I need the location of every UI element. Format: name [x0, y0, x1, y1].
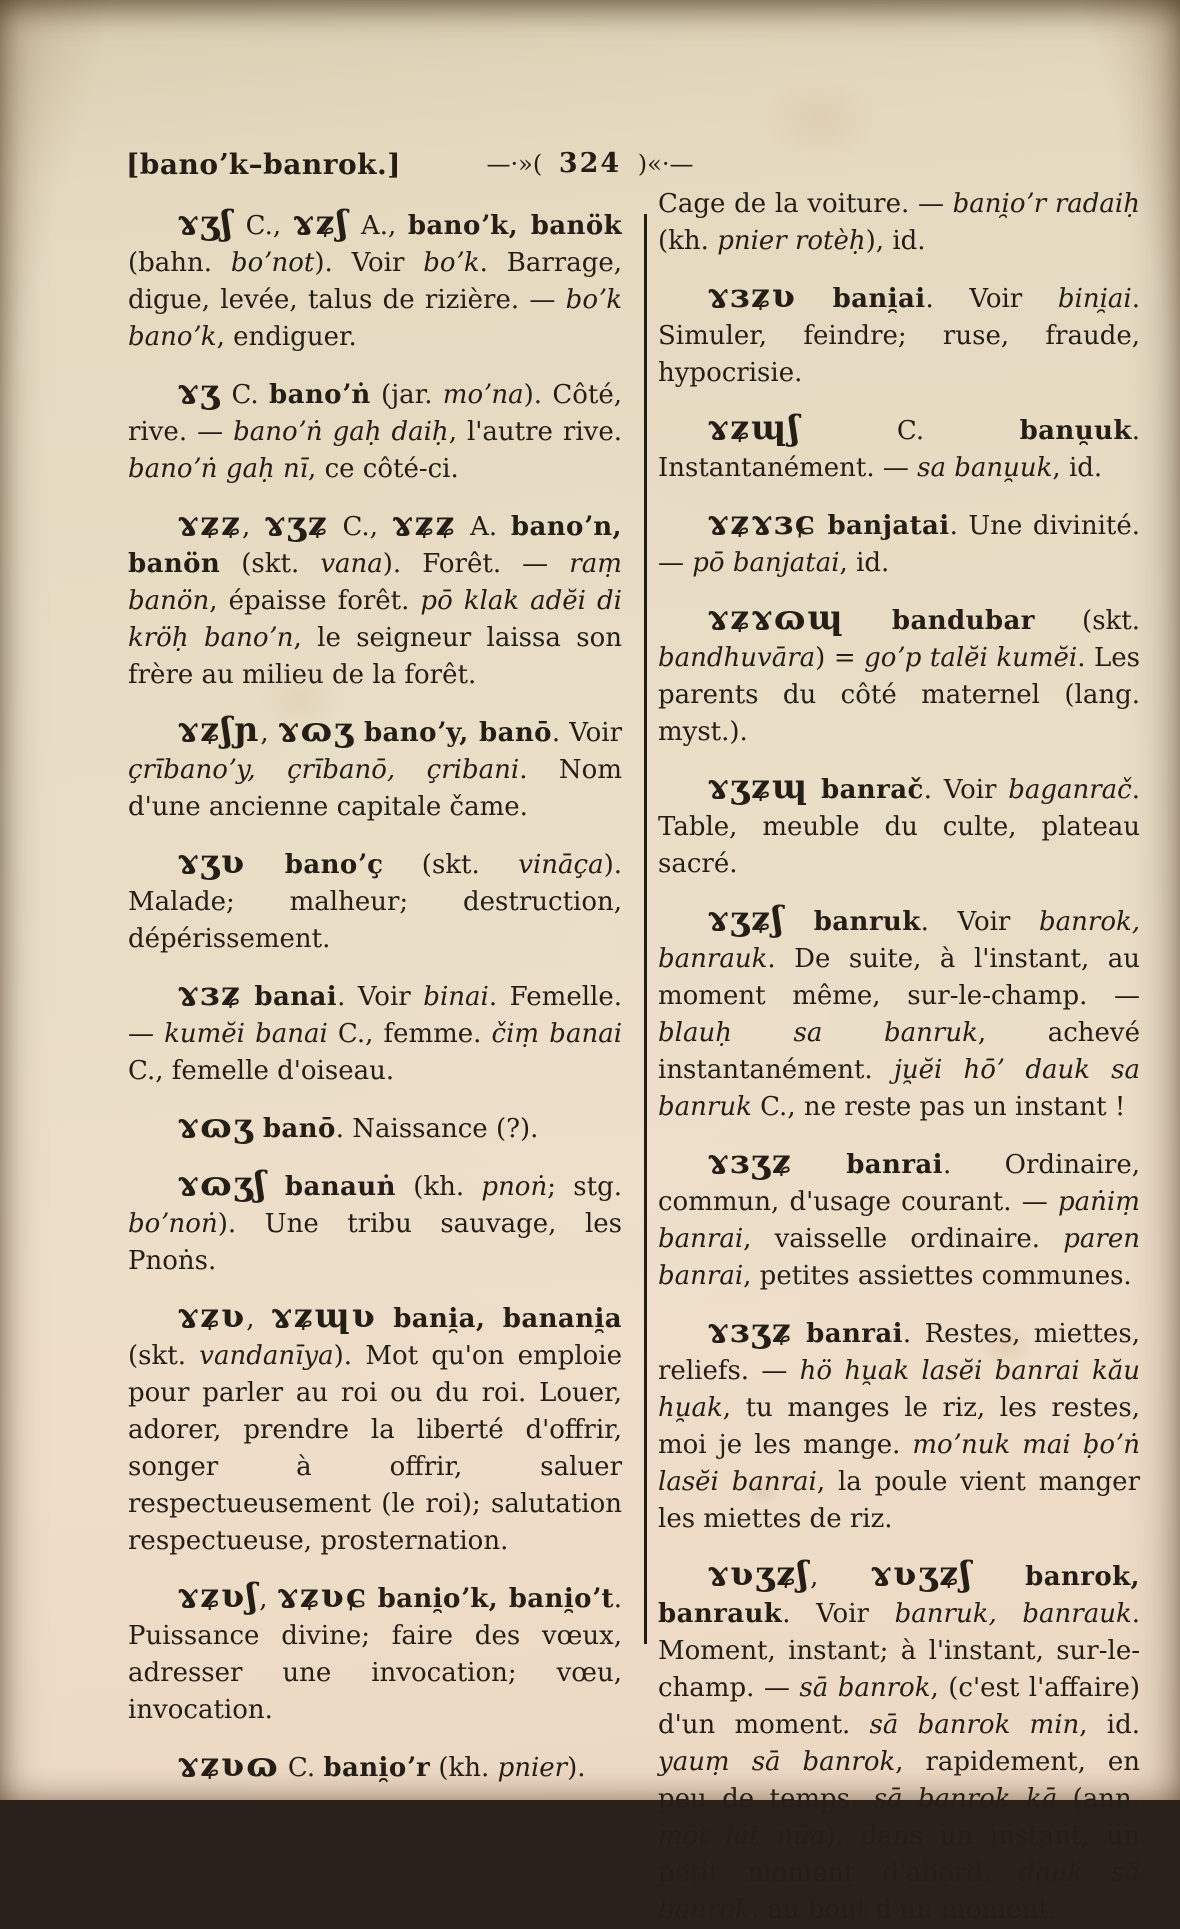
definition-text: C., femelle d'oiseau.: [128, 1056, 395, 1086]
cham-script-word: ɤɜʑ: [177, 974, 242, 1013]
page-number-group: [0, 148, 1180, 179]
cited-form: moʼna: [442, 380, 524, 410]
cited-form: kumĕi banai: [164, 1019, 328, 1049]
definition-text: ). Côté, rive. —: [128, 380, 622, 447]
page-number-ornament-left-icon: —·»(: [486, 150, 543, 178]
headword: banrai: [846, 1150, 943, 1180]
cited-form: blauḥ sa banruk: [658, 1018, 978, 1048]
definition-text: , au bout d'un moment.: [750, 1895, 1057, 1925]
cited-form: boʼk banoʼk: [128, 285, 622, 352]
definition-text: ,: [260, 718, 278, 748]
definition-text: . De suite, à l'instant, au moment même, sur-le-champ. —: [658, 944, 1140, 1011]
cited-form: banruk, banrauk: [894, 1599, 1132, 1629]
cited-form: sā banrok kā: [873, 1784, 1058, 1814]
definition-text: Cage de la voiture. —: [658, 189, 953, 219]
page-number: 324: [558, 148, 622, 179]
cham-script-word: ɤɜʒʑ: [707, 1142, 793, 1181]
cham-script-word: ɤʑʑ: [391, 504, 457, 543]
definition-text: ,: [259, 1584, 277, 1614]
definition-text: (skt.: [220, 549, 321, 579]
headword: banai: [254, 982, 338, 1012]
definition-text: , la poule vient manger les miettes de riz.: [658, 1467, 1140, 1534]
cited-form: bandhuvāra: [658, 643, 816, 673]
cited-form: goʼp talĕi kumĕi: [864, 643, 1078, 673]
definition-text: C., ne reste pas un instant !: [751, 1092, 1126, 1122]
definition-text: , id.: [1052, 453, 1103, 483]
cited-form: pnier rotèḥ: [717, 226, 866, 256]
definition-text: C.: [221, 380, 269, 410]
page-number-ornament-right-icon: )«·—: [637, 150, 694, 178]
dictionary-entry: [128, 1576, 623, 1729]
definition-text: . Voir: [925, 284, 1058, 314]
text-column-left: [128, 203, 623, 1787]
cited-form: paṅiṃ banrai: [658, 1187, 1140, 1254]
definition-text: , (c'est l'affaire) d'un moment.: [658, 1673, 1140, 1740]
cham-script-word: ɤʒʑɰ: [707, 767, 810, 806]
definition-text: (kh.: [658, 226, 718, 256]
cited-form: dauk sā banrok: [658, 1858, 1140, 1925]
cited-form: raṃ banön: [128, 549, 622, 616]
cham-script-word: ɤʋʒʑʃ: [870, 1554, 974, 1593]
cited-form: pnier: [497, 1753, 568, 1783]
definition-text: (ann.: [1057, 1784, 1141, 1814]
cham-script-word: ɤʋʒʑʃ: [707, 1554, 811, 1593]
cited-form: bini̯ai: [1057, 284, 1132, 314]
cham-script-word: ɤʑʑ: [177, 504, 243, 543]
headword: banoʼç: [284, 850, 384, 880]
column-divider-rule: [644, 214, 647, 1644]
headword: banrai: [806, 1319, 903, 1349]
cited-form: boʼnoṅ: [128, 1209, 218, 1239]
cham-script-word: ɤʒʑ: [264, 504, 329, 543]
dictionary-entry: [128, 974, 623, 1090]
definition-text: (skt.: [128, 1341, 200, 1371]
cited-form: ju̯ĕi hōʼ dauk sa banruk: [658, 1055, 1140, 1122]
headword: banjatai: [827, 511, 950, 541]
definition-text: A.: [456, 512, 511, 542]
definition-text: ), id.: [865, 226, 926, 256]
cited-form: vandanīya: [199, 1341, 334, 1371]
definition-text: [809, 775, 821, 805]
cited-form: boʼnot: [230, 248, 315, 278]
definition-text: ,: [242, 512, 265, 542]
cited-form: banrok, banrauk: [658, 907, 1140, 974]
definition-text: ).: [567, 1753, 586, 1783]
definition-text: ). Voir: [314, 248, 424, 278]
cited-form: sā banrok: [799, 1673, 931, 1703]
dictionary-entry: [128, 203, 623, 356]
dictionary-entry: [658, 503, 1141, 582]
definition-text: (jar.: [370, 380, 443, 410]
headword: banoʼn, banön: [128, 512, 623, 579]
definition-text: , tu manges le riz, les restes, moi je les mange.: [658, 1393, 1140, 1460]
cited-form: binai: [423, 982, 489, 1012]
definition-text: C.: [279, 1753, 324, 1783]
definition-text: , id.: [1079, 1710, 1140, 1740]
cited-form: pō klak adĕi di kröḥ banoʼn: [128, 586, 622, 653]
definition-text: . Moment, instant; à l'instant, sur-le-champ. —: [658, 1599, 1140, 1703]
definition-text: [785, 907, 814, 937]
definition-text: , ce côté-ci.: [308, 454, 459, 484]
definition-text: [368, 1584, 377, 1614]
definition-text: . Nom d'une ancienne capitale čame.: [128, 755, 622, 822]
cham-script-word: ɤʒ: [177, 372, 222, 411]
cham-script-word: ɤɜʑʋ: [707, 276, 797, 315]
dictionary-entry: [128, 1296, 623, 1560]
definition-text: . Femelle. —: [128, 982, 622, 1049]
cited-form: bani̯oʼr radaiḥ: [952, 189, 1140, 219]
definition-text: ; stg.: [547, 1172, 622, 1202]
definition-text: , petites assiettes communes.: [743, 1261, 1132, 1291]
cited-form: sa banu̯uk: [917, 453, 1053, 483]
definition-text: [973, 1562, 1025, 1592]
dictionary-entry: [658, 276, 1140, 392]
definition-text: . Naissance (?).: [335, 1114, 539, 1144]
definition-text: ). Forêt. —: [382, 549, 570, 579]
dictionary-entry: [128, 842, 622, 958]
definition-text: (skt.: [383, 850, 519, 880]
dictionary-entry: [658, 598, 1140, 751]
cited-form: banoʼṅ gaḥ nī: [128, 454, 309, 484]
dictionary-entry: [658, 899, 1140, 1126]
cited-form: hö hu̯ak lasĕi banrai kău hu̯ak: [658, 1356, 1141, 1423]
headword: bani̯ai: [832, 284, 926, 314]
definition-text: ). Une tribu sauvage, les Pnoṅs.: [128, 1209, 622, 1276]
definition-text: [797, 284, 833, 314]
definition-text: [817, 511, 828, 541]
definition-text: , achevé instantanément.: [658, 1018, 1140, 1085]
definition-text: . Instantanément. —: [658, 416, 1140, 483]
dictionary-entry: [658, 767, 1140, 883]
definition-text: . Voir: [551, 718, 623, 748]
definition-text: [845, 606, 892, 636]
cited-form: sā banrok min: [869, 1710, 1080, 1740]
definition-text: C.,: [234, 211, 293, 241]
dictionary-entry: [658, 1554, 1141, 1929]
definition-text: , le seigneur laissa son frère au milieu de la forêt.: [128, 623, 622, 690]
definition-text: . Barrage, digue, levée, talus de rizière. —: [128, 248, 623, 315]
definition-text: C.,: [328, 512, 392, 542]
cham-script-word: ɤʒʑʃ: [707, 899, 786, 938]
headword: banoʼk, banök: [407, 211, 623, 241]
definition-text: . Les parents du côté maternel (lang. myst.).: [658, 643, 1140, 747]
definition-text: . Une divinité. —: [658, 511, 1141, 578]
definition-text: . Voir: [920, 907, 1039, 937]
dictionary-entry: [128, 1745, 622, 1787]
definition-text: C., femme.: [327, 1019, 492, 1049]
definition-text: . Restes, miettes, reliefs. —: [658, 1319, 1141, 1386]
definition-text: . Ordinaire, commun, d'usage courant. —: [658, 1150, 1141, 1217]
definition-text: [355, 718, 364, 748]
cited-form: banoʼṅ gaḥ daiḥ: [233, 417, 449, 447]
cham-script-word: ɤʑɤɷɰ: [707, 598, 845, 637]
definition-text: . Voir: [782, 1599, 895, 1629]
definition-text: (skt.: [1034, 606, 1140, 636]
cited-form: vināça: [518, 850, 604, 880]
definition-text: ,: [810, 1562, 871, 1592]
cited-form: boʼk: [423, 248, 480, 278]
headword: bani̯oʼr: [323, 1753, 431, 1783]
cham-script-word: ɤʑʃɲ: [177, 710, 261, 749]
definition-text: ,: [246, 1304, 271, 1334]
cham-script-word: ɤʒʃ: [177, 203, 235, 242]
headword: banoʼy, banō: [363, 718, 552, 748]
dictionary-entry: [128, 1106, 622, 1148]
cham-script-word: ɤʑɰʃ: [707, 408, 802, 447]
definition-text: [793, 1150, 846, 1180]
cited-form: paren banrai: [658, 1224, 1140, 1291]
definition-text: [255, 1114, 263, 1144]
cited-form: một lát nữa: [658, 1821, 826, 1851]
headword: banu̯uk: [1019, 416, 1132, 446]
cham-script-word: ɤʑɤɜɕ: [707, 503, 817, 542]
definition-text: [377, 1304, 393, 1334]
definition-text: . Puissance divine; faire des vœux, adresser une invocation; vœu, invocation.: [128, 1584, 623, 1725]
definition-text: ) =: [815, 643, 865, 673]
dictionary-entry: [658, 1311, 1141, 1538]
running-head: [banoʼk–banrok.]: [126, 148, 402, 181]
cham-script-word: ɤʑʋ: [177, 1296, 247, 1335]
definition-text: . Table, meuble du culte, plateau sacré.: [658, 775, 1140, 879]
cited-form: čiṃ banai: [491, 1019, 623, 1049]
dictionary-entry: [128, 372, 622, 488]
cham-script-word: ɤʑɰʋ: [270, 1296, 377, 1335]
dictionary-entry: [658, 1142, 1141, 1295]
dictionary-entry: [128, 504, 623, 694]
definition-text: C.: [801, 416, 1020, 446]
headword: banrač: [820, 775, 924, 805]
definition-text: , endiguer.: [216, 322, 357, 352]
cited-form: yauṃ sā banrok: [658, 1747, 896, 1777]
dictionary-entry: [128, 1164, 622, 1280]
definition-text: (kh.: [395, 1172, 482, 1202]
definition-text: ). Mot qu'on emploie pour parler au roi ou du roi. Louer, adorer, prendre la liberté d'offrir, songer à offrir, saluer respectueusement (le roi); salutation respectueuse, prosternation.: [128, 1341, 623, 1556]
cited-form: vana: [320, 549, 383, 579]
cham-script-word: ɤɷʒ: [277, 710, 355, 749]
cited-form: pnoṅ: [481, 1172, 548, 1202]
text-column-right: [658, 186, 1140, 1929]
dictionary-entry: [128, 710, 623, 826]
cited-form: baganrač: [1008, 775, 1132, 805]
cham-script-word: ɤɜʒʑ: [707, 1311, 793, 1350]
definition-text: [242, 982, 255, 1012]
definition-text: ), dans un instant, un petit moment d'abord.: [658, 1821, 1140, 1888]
definition-text: A.,: [349, 211, 408, 241]
definition-text: , id.: [839, 548, 890, 578]
definition-text: ). Malade; malheur; destruction, dépérissement.: [128, 850, 622, 954]
headword: banō: [262, 1114, 336, 1144]
definition-text: [793, 1319, 806, 1349]
definition-text: , épaisse forêt.: [209, 586, 421, 616]
headword: banrok, banrauk: [658, 1562, 1140, 1629]
definition-text: . Voir: [337, 982, 424, 1012]
definition-text: (kh.: [430, 1753, 498, 1783]
cham-script-word: ɤɷʒ: [177, 1106, 255, 1145]
cham-script-word: ɤʑʋɕ: [277, 1576, 369, 1615]
cham-script-word: ɤɷʒʃ: [177, 1164, 268, 1203]
headword: bani̯oʼk, bani̯oʼt: [377, 1584, 614, 1614]
cited-form: çrībanoʼy, çrībanō, çribani: [128, 755, 520, 785]
headword: banauṅ: [284, 1172, 396, 1202]
headword: bandubar: [891, 606, 1035, 636]
definition-text: , l'autre rive.: [448, 417, 622, 447]
dictionary-entry: [658, 186, 1140, 260]
cham-script-word: ɤʒʋ: [177, 842, 247, 881]
definition-text: [246, 850, 285, 880]
headword: banoʼṅ: [269, 380, 371, 410]
definition-text: , vaisselle ordinaire.: [743, 1224, 1064, 1254]
definition-text: [268, 1172, 285, 1202]
cham-script-word: ɤʑʋʃ: [177, 1576, 260, 1615]
cited-form: moʼnuk mai ḅoʼṅ lasĕi banrai: [658, 1430, 1140, 1497]
headword: bani̯a, banani̯a: [393, 1304, 622, 1334]
definition-text: (bahn.: [128, 248, 231, 278]
dictionary-entry: [658, 408, 1140, 487]
definition-text: . Voir: [923, 775, 1009, 805]
headword: banruk: [813, 907, 921, 937]
cham-script-word: ɤʑʋɷ: [177, 1745, 280, 1784]
definition-text: . Simuler, feindre; ruse, fraude, hypocrisie.: [658, 284, 1140, 388]
cited-form: pō banjatai: [692, 548, 840, 578]
definition-text: , rapidement, en peu de temps.: [658, 1747, 1140, 1814]
cham-script-word: ɤʑʃ: [292, 203, 350, 242]
